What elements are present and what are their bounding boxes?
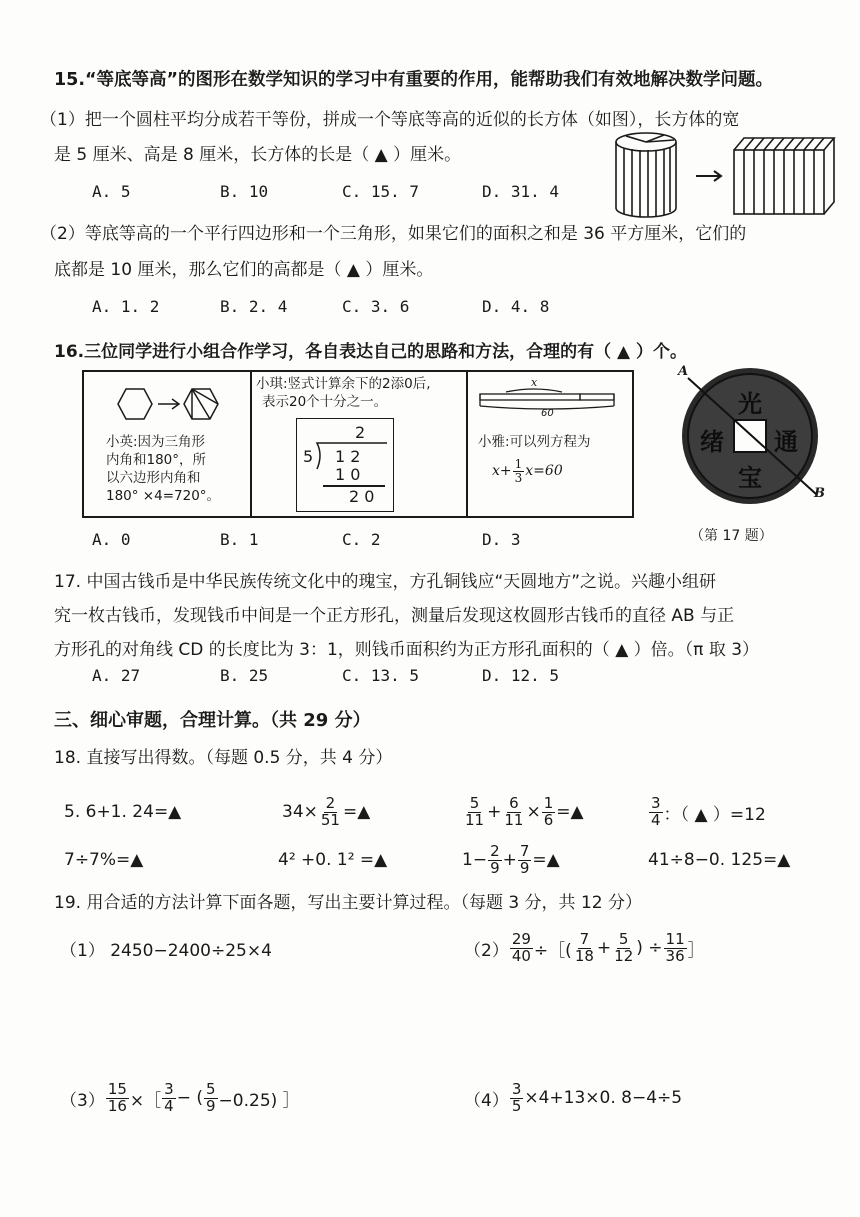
q15-p1-option-c: C. 15. 7	[342, 182, 420, 201]
division-divisor: 5	[303, 447, 314, 466]
cuboid-icon	[734, 138, 834, 214]
q17-option-a: A. 27	[92, 666, 141, 685]
panel1-line4: 180° ×4=720°。	[106, 488, 221, 504]
q15-p1-option-d: D. 31. 4	[482, 182, 560, 201]
coin-char-right: 通	[774, 428, 798, 456]
coin-label-a: A	[678, 364, 689, 379]
q16-option-a: A. 0	[92, 530, 131, 549]
q16-panels	[82, 370, 634, 518]
q15-part1-line1: （1）把一个圆柱平均分成若干等份，拼成一个等底等高的近似的长方体（如图），长方体的宽	[40, 110, 740, 130]
q17-line2: 究一枚古钱币，发现钱币中间是一个正方形孔，测量后发现这枚圆形古钱币的直径 AB 与正	[54, 606, 735, 626]
q16-option-c: C. 2	[342, 530, 381, 549]
q18-item-h: 41÷8−0. 125=▲	[648, 850, 791, 870]
q17-option-d: D. 12. 5	[482, 666, 560, 685]
segment-label-60: 60	[541, 408, 554, 419]
q17-option-b: B. 25	[220, 666, 269, 685]
q16-option-b: B. 1	[220, 530, 259, 549]
q18-item-f: 4² +0. 1² =▲	[278, 850, 388, 870]
figure-caption-q17: （第 17 题）	[690, 528, 773, 544]
q18-item-d: $\frac{3}{4}$ ：（ ▲ ）=12	[651, 793, 766, 829]
q16-option-d: D. 3	[482, 530, 521, 549]
q18-item-e: 7÷7%=▲	[64, 850, 144, 870]
panel-divider-1	[250, 372, 252, 516]
coin-char-left: 绪	[700, 428, 724, 456]
q15-p1-option-b: B. 10	[220, 182, 269, 201]
q17-option-c: C. 13. 5	[342, 666, 420, 685]
panel1-line1: 小英:因为三角形	[106, 434, 206, 450]
q18-item-c: $\frac{5}{11}$ + $\frac{6}{11}$ × $\frac{1}{6}$ =▲	[465, 793, 584, 829]
q15-stem: 15.“等底等高”的图形在数学知识的学习中有重要的作用，能帮助我们有效地解决数学问题。	[54, 70, 774, 90]
hexagon-to-triangles-diagram	[108, 384, 234, 424]
division-quotient: 2	[355, 423, 366, 442]
q15-p2-option-b: B. 2. 4	[220, 297, 288, 316]
q18-item-g: 1− $\frac{2}{9}$ + $\frac{7}{9}$ =▲	[462, 841, 560, 877]
q19-part-3: （3） $\frac{15}{16}$ ×［ $\frac{3}{4}$ − ( $\frac{5}{9}$ −0.25) ］	[60, 1079, 300, 1115]
panel2-line1: 小琪:竖式计算余下的2添0后,	[256, 376, 431, 392]
q15-part2-line2: 底都是 10 厘米，那么它们的高都是（ ▲ ）厘米。	[54, 260, 434, 280]
cylinder-to-cuboid-figure	[610, 128, 842, 224]
cylinder-icon	[616, 133, 676, 217]
q19-part-1: （1） 2450−2400÷25×4	[60, 940, 272, 961]
panel2-line2: 表示20个十分之一。	[262, 394, 388, 410]
coin-label-b: B	[814, 486, 825, 501]
division-remainder: 2 0	[349, 487, 375, 506]
q15-p2-option-c: C. 3. 6	[342, 297, 410, 316]
arrow-right-icon	[696, 171, 721, 181]
q15-p2-option-a: A. 1. 2	[92, 297, 160, 316]
panel1-line2: 内角和180°，所	[106, 452, 207, 468]
q19-part-4: （4） $\frac{3}{5}$ ×4+13×0. 8−4÷5	[464, 1079, 683, 1115]
coin-figure	[670, 360, 830, 510]
q15-part2-line1: （2）等底等高的一个平行四边形和一个三角形，如果它们的面积之和是 36 平方厘米，它们的	[40, 224, 747, 244]
long-division-box	[296, 418, 394, 512]
panel-divider-2	[466, 372, 468, 516]
segment-label-x: x	[531, 376, 538, 389]
coin-char-top: 光	[738, 390, 762, 418]
section-3-title: 三、细心审题，合理计算。（共 29 分）	[54, 710, 371, 731]
coin-char-bottom: 宝	[738, 464, 762, 492]
division-product: 1 0	[335, 465, 361, 484]
q16-stem: 16.三位同学进行小组合作学习，各自表达自己的思路和方法，合理的有（ ▲ ）个。	[54, 342, 688, 362]
q17-line1: 17. 中国古钱币是中华民族传统文化中的瑰宝，方孔铜钱应“天圆地方”之说。兴趣小组研	[54, 572, 717, 592]
q15-part1-line2: 是 5 厘米、高是 8 厘米，长方体的长是（ ▲ ）厘米。	[54, 145, 462, 165]
q15-p2-option-d: D. 4. 8	[482, 297, 550, 316]
panel3-text: 小雅:可以列方程为	[478, 434, 591, 450]
q18-item-a: 5. 6+1. 24=▲	[64, 802, 182, 822]
panel1-line3: 以六边形内角和	[106, 470, 201, 486]
panel3-equation: x + $\frac{1}{3}$ x=60	[492, 457, 563, 485]
q19-stem: 19. 用合适的方法计算下面各题，写出主要计算过程。（每题 3 分，共 12 分）	[54, 893, 643, 913]
q18-item-b: 34× $\frac{2}{51}$ =▲	[282, 793, 371, 829]
q17-line3: 方形孔的对角线 CD 的长度比为 3：1，则钱币面积约为正方形孔面积的（ ▲ ）倍。（π 取 3）	[54, 640, 760, 660]
q19-part-2: （2） $\frac{29}{40}$ ÷［( $\frac{7}{18}$ + $\frac{5}{12}$ ) ÷ $\frac{11}{36}$ ］	[464, 929, 705, 965]
q18-stem: 18. 直接写出得数。（每题 0.5 分，共 4 分）	[54, 748, 393, 768]
division-dividend: 1 2	[335, 447, 361, 466]
q15-p1-option-a: A. 5	[92, 182, 131, 201]
